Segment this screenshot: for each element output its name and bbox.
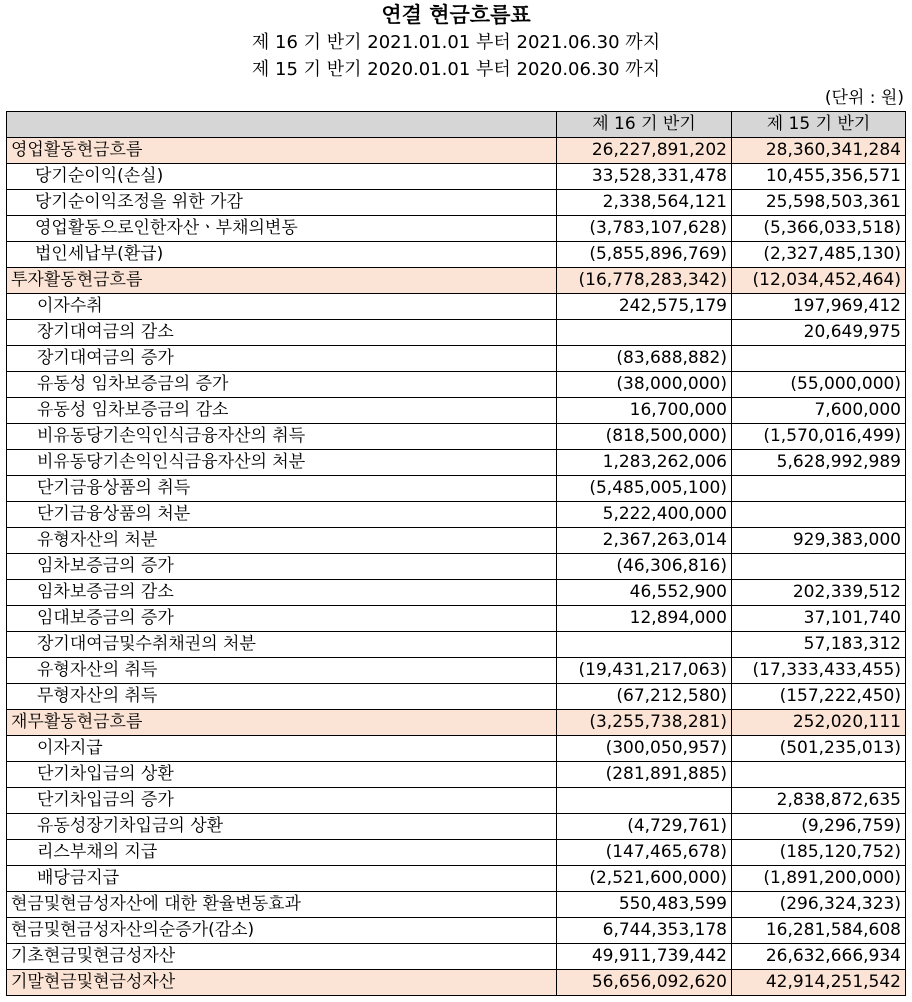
current-period-value	[557, 632, 732, 658]
table-row	[7, 632, 906, 658]
prior-period-value: (501,235,013)	[732, 736, 906, 762]
statement-title: 연결 현금흐름표	[381, 3, 531, 27]
row-label: 임대보증금의 증가	[7, 606, 557, 632]
prior-period-value: (2,327,485,130)	[732, 242, 906, 268]
prior-period-value: 7,600,000	[732, 398, 906, 424]
current-period-value: (83,688,882)	[557, 346, 732, 372]
table-header-row	[7, 112, 906, 138]
row-label: 현금및현금성자산의순증가(감소)	[7, 918, 557, 944]
table-row	[7, 528, 906, 554]
prior-period-value	[732, 346, 906, 372]
prior-period-value: 20,649,975	[732, 320, 906, 346]
current-period-value: 33,528,331,478	[557, 164, 732, 190]
row-label: 투자활동현금흐름	[7, 268, 557, 294]
current-period-value: 49,911,739,442	[557, 944, 732, 970]
prior-period-value: 42,914,251,542	[732, 970, 906, 996]
table-row	[7, 580, 906, 606]
prior-period-value: 26,632,666,934	[732, 944, 906, 970]
current-period-value: 242,575,179	[557, 294, 732, 320]
current-period-value: 12,894,000	[557, 606, 732, 632]
table-row	[7, 502, 906, 528]
current-period-value: 5,222,400,000	[557, 502, 732, 528]
current-period-value: 550,483,599	[557, 892, 732, 918]
prior-period-value: 25,598,503,361	[732, 190, 906, 216]
header-label-column	[7, 112, 557, 138]
row-label: 임차보증금의 감소	[7, 580, 557, 606]
prior-period-value: 197,969,412	[732, 294, 906, 320]
current-period-value: (3,783,107,628)	[557, 216, 732, 242]
current-period-value: (281,891,885)	[557, 762, 732, 788]
prior-period-value	[732, 762, 906, 788]
row-label: 무형자산의 취득	[7, 684, 557, 710]
table-row	[7, 372, 906, 398]
row-label: 유형자산의 처분	[7, 528, 557, 554]
prior-period-value: (1,891,200,000)	[732, 866, 906, 892]
row-label: 리스부채의 지급	[7, 840, 557, 866]
row-label: 비유동당기손익인식금융자산의 처분	[7, 450, 557, 476]
current-period-value: (46,306,816)	[557, 554, 732, 580]
current-period-value: 16,700,000	[557, 398, 732, 424]
prior-period-value: (12,034,452,464)	[732, 268, 906, 294]
row-label: 유동성 임차보증금의 증가	[7, 372, 557, 398]
row-label: 유형자산의 취득	[7, 658, 557, 684]
prior-period-value: (5,366,033,518)	[732, 216, 906, 242]
row-label: 배당금지급	[7, 866, 557, 892]
table-row	[7, 346, 906, 372]
current-period-value: 1,283,262,006	[557, 450, 732, 476]
table-row	[7, 736, 906, 762]
current-period-value: (5,855,896,769)	[557, 242, 732, 268]
row-label: 비유동당기손익인식금융자산의 취득	[7, 424, 557, 450]
current-period-value	[557, 320, 732, 346]
prior-period-value: 28,360,341,284	[732, 138, 906, 164]
table-row	[7, 476, 906, 502]
table-row	[7, 216, 906, 242]
row-label: 영업활동으로인한자산ㆍ부채의변동	[7, 216, 557, 242]
current-period-value: 26,227,891,202	[557, 138, 732, 164]
prior-period-value	[732, 476, 906, 502]
prior-period-value: (296,324,323)	[732, 892, 906, 918]
row-label: 기말현금및현금성자산	[7, 970, 557, 996]
prior-period-value: 37,101,740	[732, 606, 906, 632]
table-row	[7, 268, 906, 294]
prior-period-value: 252,020,111	[732, 710, 906, 736]
table-row	[7, 190, 906, 216]
current-period-value: (818,500,000)	[557, 424, 732, 450]
row-label: 유동성장기차입금의 상환	[7, 814, 557, 840]
row-label: 당기순이익(손실)	[7, 164, 557, 190]
current-period-value: 56,656,092,620	[557, 970, 732, 996]
current-period-value: (5,485,005,100)	[557, 476, 732, 502]
prior-period-value: (17,333,433,455)	[732, 658, 906, 684]
prior-period-value: (185,120,752)	[732, 840, 906, 866]
current-period-value: (19,431,217,063)	[557, 658, 732, 684]
prior-period-value	[732, 502, 906, 528]
row-label: 기초현금및현금성자산	[7, 944, 557, 970]
table-row	[7, 892, 906, 918]
current-period-value: (4,729,761)	[557, 814, 732, 840]
row-label: 재무활동현금흐름	[7, 710, 557, 736]
table-row	[7, 840, 906, 866]
current-period-value: (2,521,600,000)	[557, 866, 732, 892]
prior-period-value: (1,570,016,499)	[732, 424, 906, 450]
prior-period-value: 5,628,992,989	[732, 450, 906, 476]
row-label: 이자수취	[7, 294, 557, 320]
row-label: 법인세납부(환급)	[7, 242, 557, 268]
row-label: 장기대여금및수취채권의 처분	[7, 632, 557, 658]
prior-period-value: (157,222,450)	[732, 684, 906, 710]
table-row	[7, 970, 906, 996]
prior-period-value: 16,281,584,608	[732, 918, 906, 944]
unit-label: (단위 : 원)	[824, 88, 904, 108]
current-period-value: 2,367,263,014	[557, 528, 732, 554]
cash-flow-table	[6, 111, 906, 996]
current-period-value: 46,552,900	[557, 580, 732, 606]
row-label: 단기차입금의 상환	[7, 762, 557, 788]
header-prior-period: 제 15 기 반기	[732, 112, 906, 138]
table-row	[7, 606, 906, 632]
table-row	[7, 164, 906, 190]
table-row	[7, 450, 906, 476]
current-period-value	[557, 788, 732, 814]
table-row	[7, 242, 906, 268]
table-body	[7, 138, 906, 996]
table-row	[7, 762, 906, 788]
row-label: 이자지급	[7, 736, 557, 762]
row-label: 당기순이익조정을 위한 가감	[7, 190, 557, 216]
row-label: 유동성 임차보증금의 감소	[7, 398, 557, 424]
table-row	[7, 424, 906, 450]
prior-period-value: (9,296,759)	[732, 814, 906, 840]
prior-period-value: 929,383,000	[732, 528, 906, 554]
table-row	[7, 138, 906, 164]
table-row	[7, 554, 906, 580]
row-label: 장기대여금의 감소	[7, 320, 557, 346]
row-label: 임차보증금의 증가	[7, 554, 557, 580]
table-row	[7, 658, 906, 684]
prior-period-value	[732, 554, 906, 580]
row-label: 현금및현금성자산에 대한 환율변동효과	[7, 892, 557, 918]
table-row	[7, 918, 906, 944]
current-period-value: (16,778,283,342)	[557, 268, 732, 294]
period-current: 제 16 기 반기 2021.01.01 부터 2021.06.30 까지	[251, 32, 661, 53]
table-row	[7, 814, 906, 840]
table-row	[7, 320, 906, 346]
row-label: 영업활동현금흐름	[7, 138, 557, 164]
row-label: 장기대여금의 증가	[7, 346, 557, 372]
table-row	[7, 398, 906, 424]
current-period-value: 2,338,564,121	[557, 190, 732, 216]
current-period-value: (300,050,957)	[557, 736, 732, 762]
prior-period-value: 2,838,872,635	[732, 788, 906, 814]
prior-period-value: 10,455,356,571	[732, 164, 906, 190]
table-row	[7, 710, 906, 736]
row-label: 단기금융상품의 처분	[7, 502, 557, 528]
prior-period-value: 202,339,512	[732, 580, 906, 606]
current-period-value: (3,255,738,281)	[557, 710, 732, 736]
prior-period-value: (55,000,000)	[732, 372, 906, 398]
table-row	[7, 866, 906, 892]
current-period-value: (147,465,678)	[557, 840, 732, 866]
current-period-value: 6,744,353,178	[557, 918, 732, 944]
row-label: 단기차입금의 증가	[7, 788, 557, 814]
prior-period-value: 57,183,312	[732, 632, 906, 658]
current-period-value: (38,000,000)	[557, 372, 732, 398]
table-row	[7, 294, 906, 320]
header-current-period: 제 16 기 반기	[557, 112, 732, 138]
current-period-value: (67,212,580)	[557, 684, 732, 710]
table-row	[7, 684, 906, 710]
period-prior: 제 15 기 반기 2020.01.01 부터 2020.06.30 까지	[251, 59, 661, 80]
table-row	[7, 788, 906, 814]
row-label: 단기금융상품의 취득	[7, 476, 557, 502]
table-row	[7, 944, 906, 970]
